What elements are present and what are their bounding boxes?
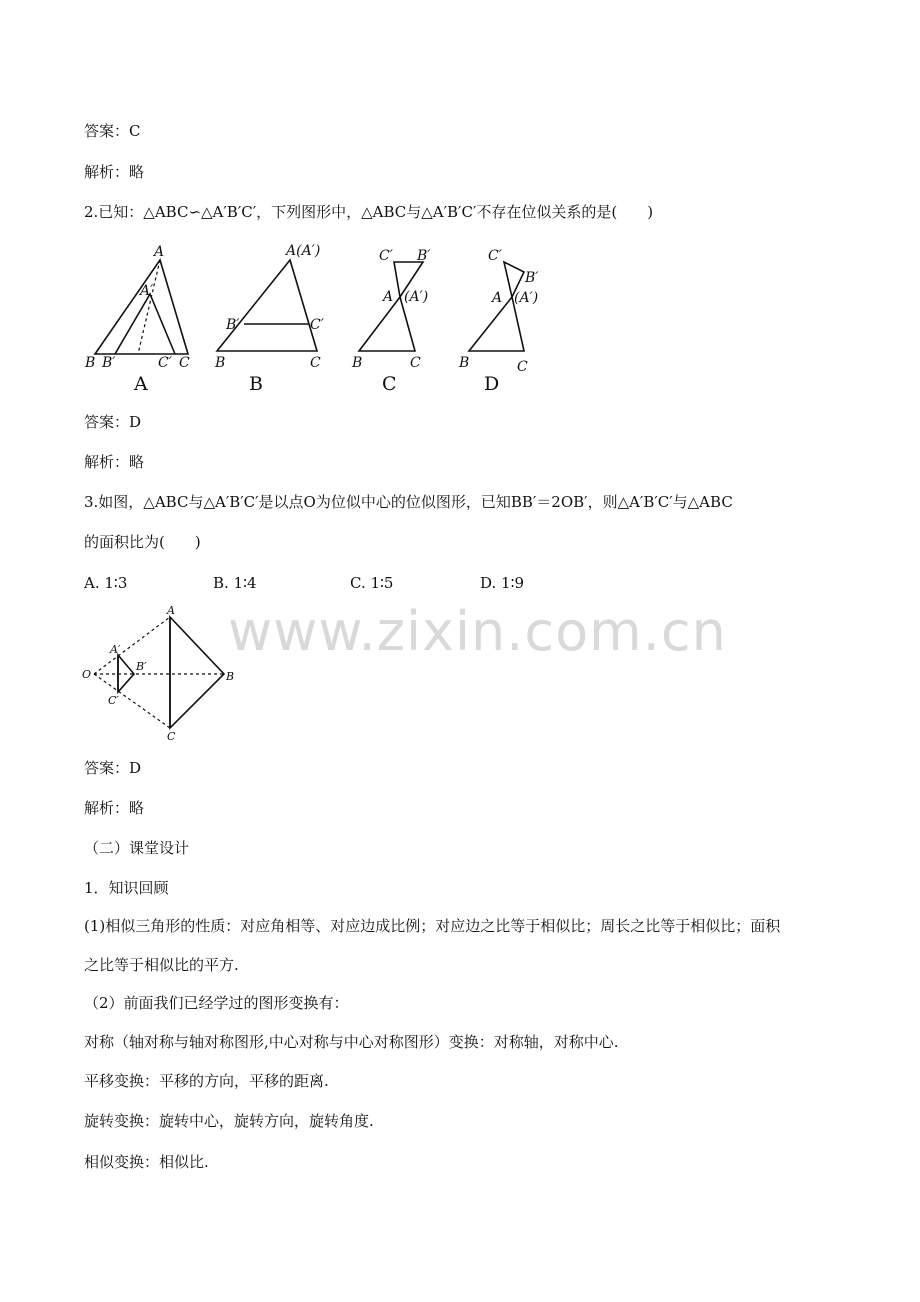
section-subheading: 1．知识回顾: [84, 879, 169, 897]
section-p2: （2）前面我们已经学过的图形变换有：: [84, 994, 349, 1012]
fig-d-label-b: B: [459, 355, 470, 371]
fig-d-label-a-prime: (A′): [514, 290, 539, 306]
section-p1-line1: (1)相似三角形的性质：对应角相等、对应边成比例；对应边之比等于相似比；周长之比等于相似比；面积: [84, 917, 781, 935]
q2-answer: 答案：D: [84, 413, 142, 431]
fig-d-label-c: C: [517, 359, 528, 375]
q3-label-b: B: [226, 670, 235, 683]
q3-analysis: 解析：略: [84, 799, 145, 817]
section-item-2: 平移变换：平移的方向，平移的距离.: [84, 1072, 329, 1090]
fig-d-label-b-prime: B′: [525, 270, 539, 286]
fig-a-label-c-prime: C′: [158, 355, 172, 371]
q3-label-a: A: [167, 604, 175, 617]
q1-analysis: 解析：略: [84, 163, 145, 181]
fig-d-label-c-prime: C′: [488, 248, 502, 264]
q3-figure: [78, 600, 248, 745]
fig-a-label-c: C: [179, 355, 190, 371]
fig-b-label-b-prime: B′: [226, 317, 240, 333]
section-p1-line2: 之比等于相似比的平方.: [84, 956, 239, 974]
fig-d-caption: D: [484, 373, 500, 395]
q1-answer: 答案：C: [84, 122, 141, 140]
q3-answer: 答案：D: [84, 759, 142, 777]
fig-b-label-c: C: [310, 355, 321, 371]
q3-label-c: C: [167, 730, 176, 743]
q3-option-b: B. 1∶4: [213, 574, 257, 592]
fig-a-label-b: B: [85, 355, 96, 371]
section-heading: （二）课堂设计: [84, 839, 190, 857]
q2-figure-c: [344, 240, 454, 400]
q3-stem-line1: 3.如图，△ABC与△A′B′C′是以点O为位似中心的位似图形，已知BB′＝2OB′，则△A′B′C′与△ABC: [84, 493, 733, 511]
fig-b-caption: B: [249, 373, 263, 395]
section-item-3: 旋转变换：旋转中心，旋转方向，旋转角度.: [84, 1112, 374, 1130]
q3-option-a: A. 1∶3: [84, 574, 128, 592]
q2-analysis: 解析：略: [84, 453, 145, 471]
fig-c-label-b: B: [352, 355, 363, 371]
fig-b-label-a: A(A′): [286, 243, 321, 259]
fig-a-label-b-prime: B′: [102, 355, 116, 371]
q2-figure-b: [213, 240, 338, 400]
fig-c-caption: C: [382, 373, 397, 395]
fig-a-label-a: A: [154, 244, 165, 260]
fig-c-label-c: C: [410, 355, 421, 371]
q3-label-b-prime: B′: [136, 660, 147, 673]
q3-stem-line2: 的面积比为( ): [84, 533, 201, 551]
fig-d-label-a: A: [492, 290, 503, 306]
fig-c-label-a: A: [383, 289, 394, 305]
q3-option-d: D. 1∶9: [480, 574, 525, 592]
q3-label-c-prime: C′: [108, 694, 119, 707]
q2-figure-a: [84, 240, 199, 400]
q2-figure-d: [454, 240, 564, 400]
q3-label-o: O: [82, 668, 92, 681]
q2-stem: 2.已知：△ABC∽△A′B′C′，下列图形中，△ABC与△A′B′C′不存在位似关系的是( ): [84, 203, 654, 221]
section-item-1: 对称（轴对称与轴对称图形,中心对称与中心对称图形）变换：对称轴，对称中心.: [84, 1033, 619, 1051]
fig-c-label-b-prime: B′: [417, 248, 431, 264]
fig-a-label-a-prime: A′: [140, 283, 154, 299]
fig-b-label-b: B: [215, 355, 226, 371]
q3-option-c: C. 1∶5: [350, 574, 394, 592]
fig-c-label-c-prime: C′: [379, 248, 393, 264]
fig-c-label-a-prime: (A′): [404, 289, 429, 305]
q3-label-a-prime: A′: [110, 643, 121, 656]
fig-a-caption: A: [134, 373, 148, 395]
section-item-4: 相似变换：相似比.: [84, 1153, 209, 1171]
watermark: www.zixin.com.cn: [228, 600, 727, 663]
fig-b-label-c-prime: C′: [310, 317, 324, 333]
